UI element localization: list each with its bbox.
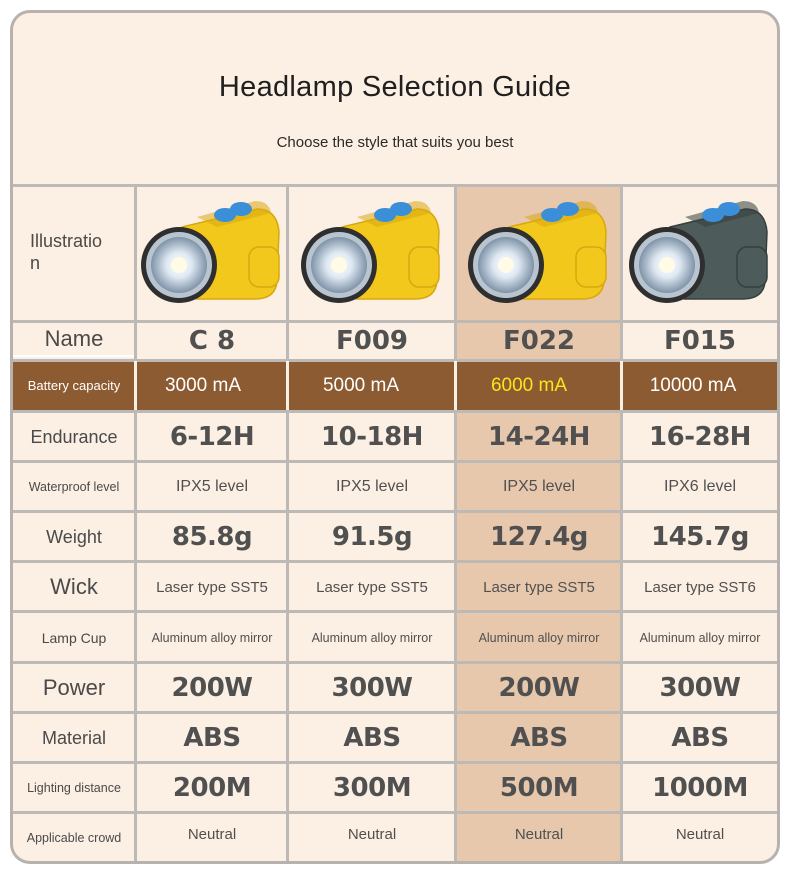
- battery-f015: 10000 mA: [649, 374, 737, 396]
- battery-c8: 3000 mA: [164, 374, 242, 396]
- battery-divider: [620, 361, 623, 410]
- grid-line: [13, 460, 777, 463]
- page-subtitle: Choose the style that suits you best: [276, 134, 514, 151]
- crowd-f022: Neutral: [514, 826, 564, 843]
- grid-line: [13, 811, 777, 814]
- weight-f015: 145.7g: [651, 522, 749, 552]
- grid-line: [620, 184, 623, 361]
- row-name: [13, 323, 777, 359]
- waterproof-f009: IPX5 level: [335, 478, 409, 495]
- label-power: Power: [42, 675, 106, 700]
- wick-f022: Laser type SST5: [483, 578, 595, 596]
- grid-line: [13, 410, 777, 413]
- power-c8: 200W: [171, 673, 253, 703]
- power-f009: 300W: [331, 673, 413, 703]
- label-weight: Weight: [46, 526, 102, 547]
- battery-f022: 6000 mA: [490, 374, 568, 396]
- name-f009: F009: [335, 326, 409, 356]
- material-f015: ABS: [671, 723, 729, 753]
- headlamp-f022-icon: [464, 187, 614, 317]
- power-f022: 200W: [498, 673, 580, 703]
- waterproof-f015: IPX6 level: [663, 478, 737, 495]
- grid-line: [134, 184, 137, 361]
- lamp-cup-f022: Aluminum alloy mirror: [478, 630, 600, 645]
- grid-line: [13, 610, 777, 613]
- grid-line: [13, 359, 777, 362]
- distance-f009: 300M: [332, 773, 412, 803]
- row-weight: [13, 513, 777, 561]
- headlamp-f009-icon: [297, 187, 447, 317]
- headlamp-c8-icon: [137, 187, 287, 317]
- waterproof-c8: IPX5 level: [175, 478, 249, 495]
- label-lighting-distance: Lighting distance: [27, 781, 121, 795]
- lamp-image-f015: [623, 184, 777, 320]
- endurance-f022: 14-24H: [488, 422, 590, 452]
- lamp-image-f009: [289, 184, 455, 320]
- row-waterproof: [13, 463, 777, 511]
- grid-line: [454, 184, 457, 361]
- endurance-c8: 6-12H: [169, 422, 255, 452]
- row-lamp-cup: [13, 613, 777, 662]
- weight-c8: 85.8g: [171, 522, 253, 552]
- row-power: [13, 664, 777, 712]
- row-applicable-crowd: [13, 814, 777, 862]
- grid-line: [13, 510, 777, 513]
- name-f015: F015: [663, 326, 737, 356]
- page-title: Headlamp Selection Guide: [218, 71, 572, 103]
- label-wick: Wick: [50, 574, 98, 599]
- grid-line: [286, 410, 289, 864]
- wick-c8: Laser type SST5: [156, 578, 268, 596]
- grid-line: [454, 410, 457, 864]
- row-illustration: [13, 184, 777, 320]
- row-wick: [13, 563, 777, 611]
- power-f015: 300W: [659, 673, 741, 703]
- battery-f009: 5000 mA: [322, 374, 400, 396]
- wick-f009: Laser type SST5: [316, 578, 428, 596]
- row-lighting-distance: [13, 764, 777, 812]
- distance-f022: 500M: [499, 773, 579, 803]
- lamp-image-c8: [137, 184, 287, 320]
- grid-line: [13, 711, 777, 714]
- grid-line: [13, 661, 777, 664]
- grid-line: [13, 184, 777, 187]
- row-battery: [13, 361, 777, 410]
- name-f022: F022: [502, 326, 576, 356]
- distance-f015: 1000M: [652, 773, 748, 803]
- material-f022: ABS: [510, 723, 568, 753]
- distance-c8: 200M: [172, 773, 252, 803]
- lamp-cup-c8: Aluminum alloy mirror: [151, 630, 273, 645]
- wick-f015: Laser type SST6: [644, 578, 756, 596]
- battery-divider: [134, 361, 137, 410]
- grid-line: [13, 560, 777, 563]
- grid-line: [134, 410, 137, 864]
- crowd-f009: Neutral: [347, 826, 397, 843]
- weight-f009: 91.5g: [331, 522, 413, 552]
- grid-line: [13, 861, 777, 864]
- label-applicable-crowd: Applicable crowd: [26, 831, 122, 845]
- battery-divider: [454, 361, 457, 410]
- row-material: [13, 714, 777, 762]
- name-c8: C 8: [188, 326, 236, 356]
- label-name: Name: [13, 323, 135, 357]
- crowd-f015: Neutral: [675, 826, 725, 843]
- label-lamp-cup: Lamp Cup: [41, 629, 107, 646]
- lamp-cup-f015: Aluminum alloy mirror: [639, 630, 761, 645]
- grid-line: [620, 410, 623, 864]
- material-c8: ABS: [183, 723, 241, 753]
- endurance-f009: 10-18H: [321, 422, 423, 452]
- label-illustration: Illustratio n: [30, 231, 103, 273]
- lamp-cup-f009: Aluminum alloy mirror: [311, 630, 433, 645]
- selection-guide-card: [10, 10, 780, 864]
- weight-f022: 127.4g: [490, 522, 588, 552]
- waterproof-f022: IPX5 level: [502, 478, 576, 495]
- label-battery: Battery capacity: [27, 378, 121, 393]
- material-f009: ABS: [343, 723, 401, 753]
- headlamp-f015-icon: [625, 187, 775, 317]
- label-waterproof: Waterproof level: [28, 480, 120, 494]
- comparison-table: [13, 184, 777, 864]
- endurance-f015: 16-28H: [649, 422, 751, 452]
- label-material: Material: [41, 727, 107, 748]
- label-endurance: Endurance: [30, 426, 118, 447]
- crowd-c8: Neutral: [187, 826, 237, 843]
- row-endurance: [13, 413, 777, 461]
- grid-line: [13, 320, 777, 323]
- lamp-image-f022: [457, 184, 621, 320]
- battery-divider: [286, 361, 289, 410]
- grid-line: [13, 761, 777, 764]
- grid-line: [286, 184, 289, 361]
